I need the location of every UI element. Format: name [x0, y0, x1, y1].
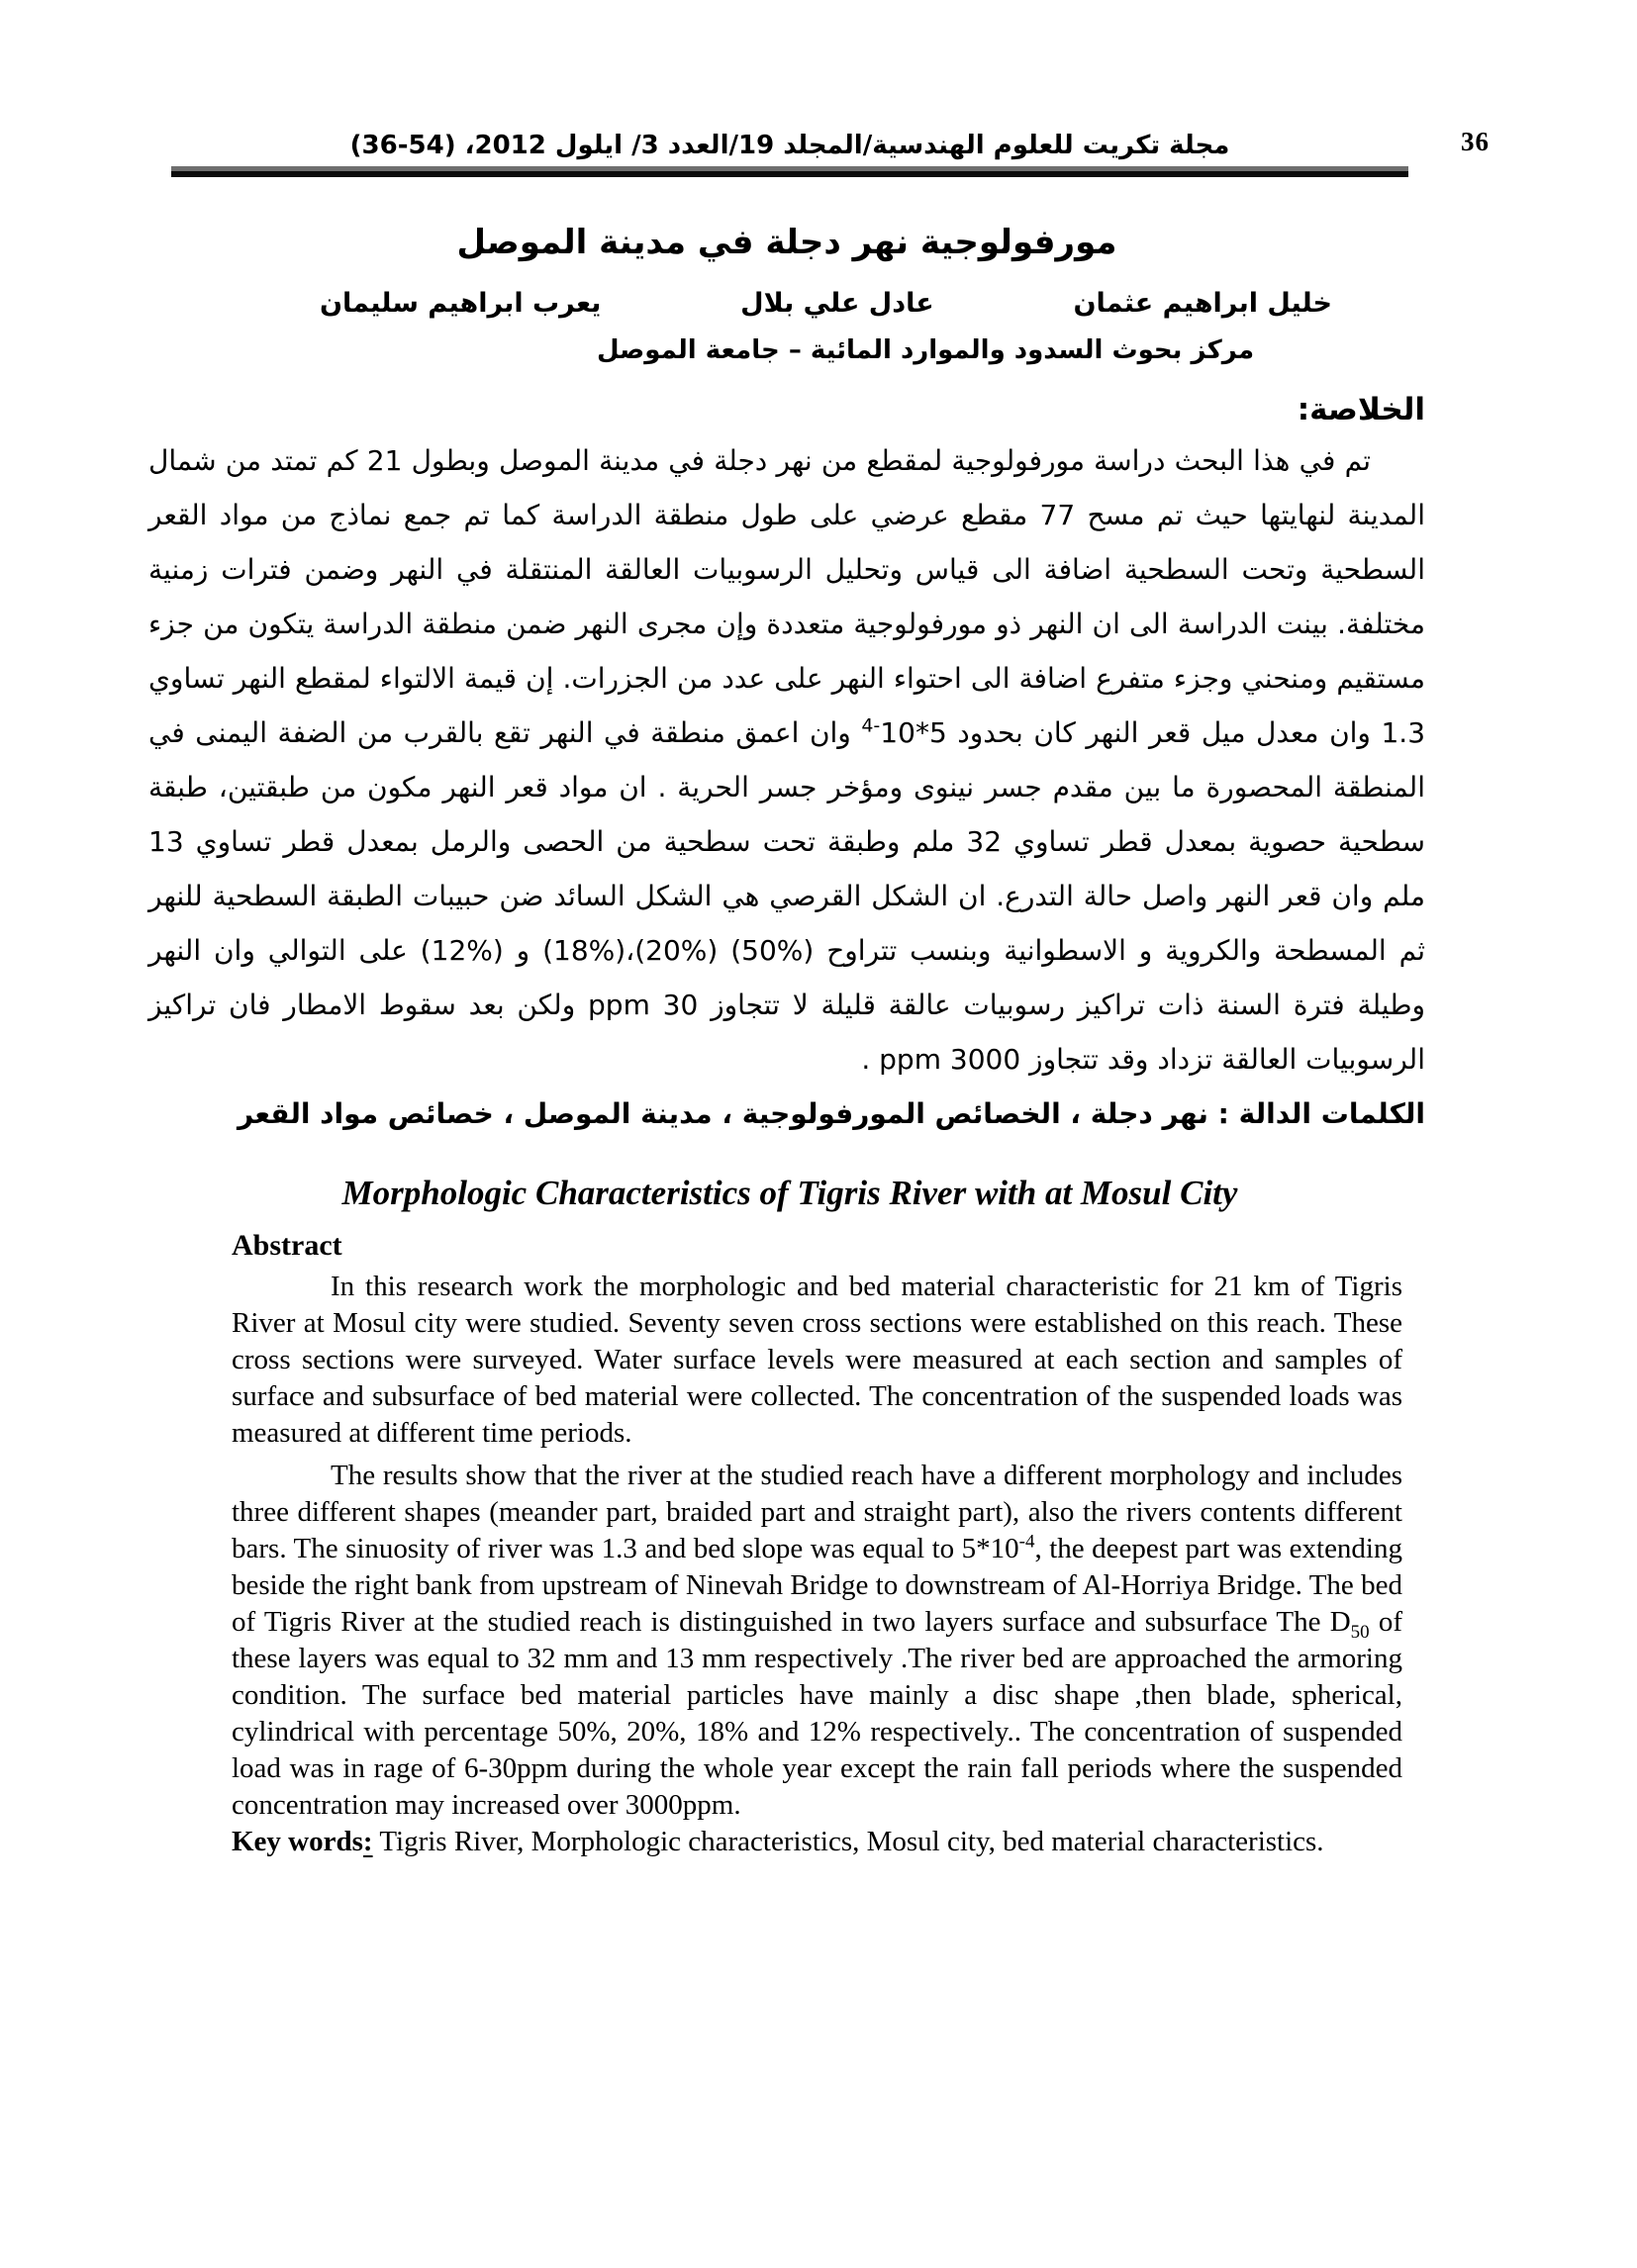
arabic-abstract-text-after-exponent: وان اعمق منطقة في النهر تقع بالقرب من الضفة اليمنى في المنطقة المحصورة ما بين مقدم جسر نينوى ومؤخر جسر الحرية . ان مواد قعر النهر مكون من طبقتين، طبقة سطحية حصوية بمعدل قطر تساوي 32 ملم وطبقة تحت سطحية من الحصى والرمل بمعدل قطر تساوي 13 ملم وان قعر النهر واصل حالة التدرع. ان الشكل القرصي هي الشكل السائد ضن حبيبات الطبقة السطحية للنهر ثم المسطحة والكروية و الاسطوانية وبنسب تتراوح (%50) (%20)،(%18) و (%12) على التوالي وان النهر وطيلة فترة السنة ذات تراكيز رسوبيات عالقة قليلة لا تتجاوز 30 ppm ولكن بعد سقوط الامطار فان تراكيز الرسوبيات العالقة تزداد وقد تتجاوز 3000 ppm . [148, 716, 1426, 1076]
english-abstract-paragraph-2 [232, 1458, 1402, 1824]
author-1: خليل ابراهيم عثمان [1073, 288, 1332, 319]
authors-row [148, 288, 1425, 319]
keywords-label: Key words [232, 1826, 363, 1857]
english-abstract-heading: Abstract [232, 1229, 342, 1262]
english-slope-exponent: -4 [1018, 1531, 1035, 1553]
arabic-title: مورفولوجية نهر دجلة في مدينة الموصل [456, 223, 1117, 262]
author-3: يعرب ابراهيم سليمان [320, 288, 602, 319]
keywords-colon: : [362, 1826, 373, 1857]
english-p2-text-a: The results show that the river at the studied reach have a different morphology and includes three different shapes (meander part, braided part and straight part), also the rivers contents different bars. The sinuosity of river was 1.3 and bed slope was equal to 5*10 [232, 1460, 1402, 1564]
affiliation: مركز بحوث السدود والموارد المائية – جامعة الموصل [596, 335, 1255, 365]
author-2: عادل علي بلال [740, 288, 934, 319]
arabic-abstract-text-before-exponent: تم في هذا البحث دراسة مورفولوجية لمقطع من نهر دجلة في مدينة الموصل وبطول 21 كم تمتد من شمال المدينة لنهايتها حيث تم مسح 77 مقطع عرضي على طول منطقة الدراسة كما تم جمع نماذج من مواد القعر السطحية وتحت السطحية اضافة الى قياس وتحليل الرسوبيات العالقة المنتقلة في النهر وضمن فترات زمنية مختلفة. بينت الدراسة الى ان النهر ذو مورفولوجية متعددة وإن مجرى النهر ضمن منطقة الدراسة يتكون من جزء مستقيم ومنحني وجزء متفرع اضافة الى احتواء النهر على عدد من الجزرات. إن قيمة الالتواء لمقطع النهر تساوي 1.3 وان معدل ميل قعر النهر كان بحدود 5*10 [148, 444, 1426, 749]
header-divider-black [171, 171, 1408, 177]
page-content [148, 131, 1425, 1860]
d50-subscript: 50 [1350, 1621, 1370, 1643]
exponent-wrapper [861, 715, 880, 737]
header-divider [171, 166, 1408, 177]
page-number: 36 [1461, 127, 1490, 156]
keywords-text: Tigris River, Morphologic characteristics, Mosul city, bed material characteristics. [372, 1826, 1324, 1857]
english-p2-text-b: , the deepest part was extending beside the right bank from upstream of Ninevah Bridge to downstream of Al-Horriya Bridge. The bed of Tigris River at the studied reach is distinguished in two layers surface and subsurface The D [232, 1533, 1402, 1638]
arabic-abstract-heading: الخلاصة: [1297, 392, 1425, 427]
journal-header-line: مجلة تكريت للعلوم الهندسية/المجلد 19/العدد 3/ ايلول 2012، (54-36) [349, 131, 1230, 160]
english-p2-text-c: of these layers was equal to 32 mm and 13 mm respectively .The river bed are approached the armoring condition. The surface bed material particles have mainly a disc shape ,then blade, spherical, cylindrical with percentage 50%, 20%, 18% and 12% respectively.. The concentration of suspended load was in rage of 6-30ppm during the whole year except the rain fall periods where the suspended concentration may increased over 3000ppm. [232, 1606, 1402, 1821]
english-abstract-paragraph-1: In this research work the morphologic and bed material characteristic for 21 km of Tigris River at Mosul city were studied. Seventy seven cross sections were established on this reach. These cross sections were surveyed. Water surface levels were measured at each section and samples of surface and subsurface of bed material were collected. The concentration of the suspended loads was measured at different time periods. [232, 1271, 1402, 1449]
english-abstract-block [232, 1229, 1402, 1860]
arabic-slope-exponent: 4- [861, 714, 881, 737]
arabic-abstract-paragraph [148, 433, 1425, 1087]
english-title: Morphologic Characteristics of Tigris River with at Mosul City [341, 1174, 1238, 1212]
arabic-keywords-line: الكلمات الدالة : نهر دجلة ، الخصائص المورفولوجية ، مدينة الموصل ، خصائص مواد القعر [237, 1097, 1425, 1130]
english-keywords-line [232, 1824, 1402, 1860]
